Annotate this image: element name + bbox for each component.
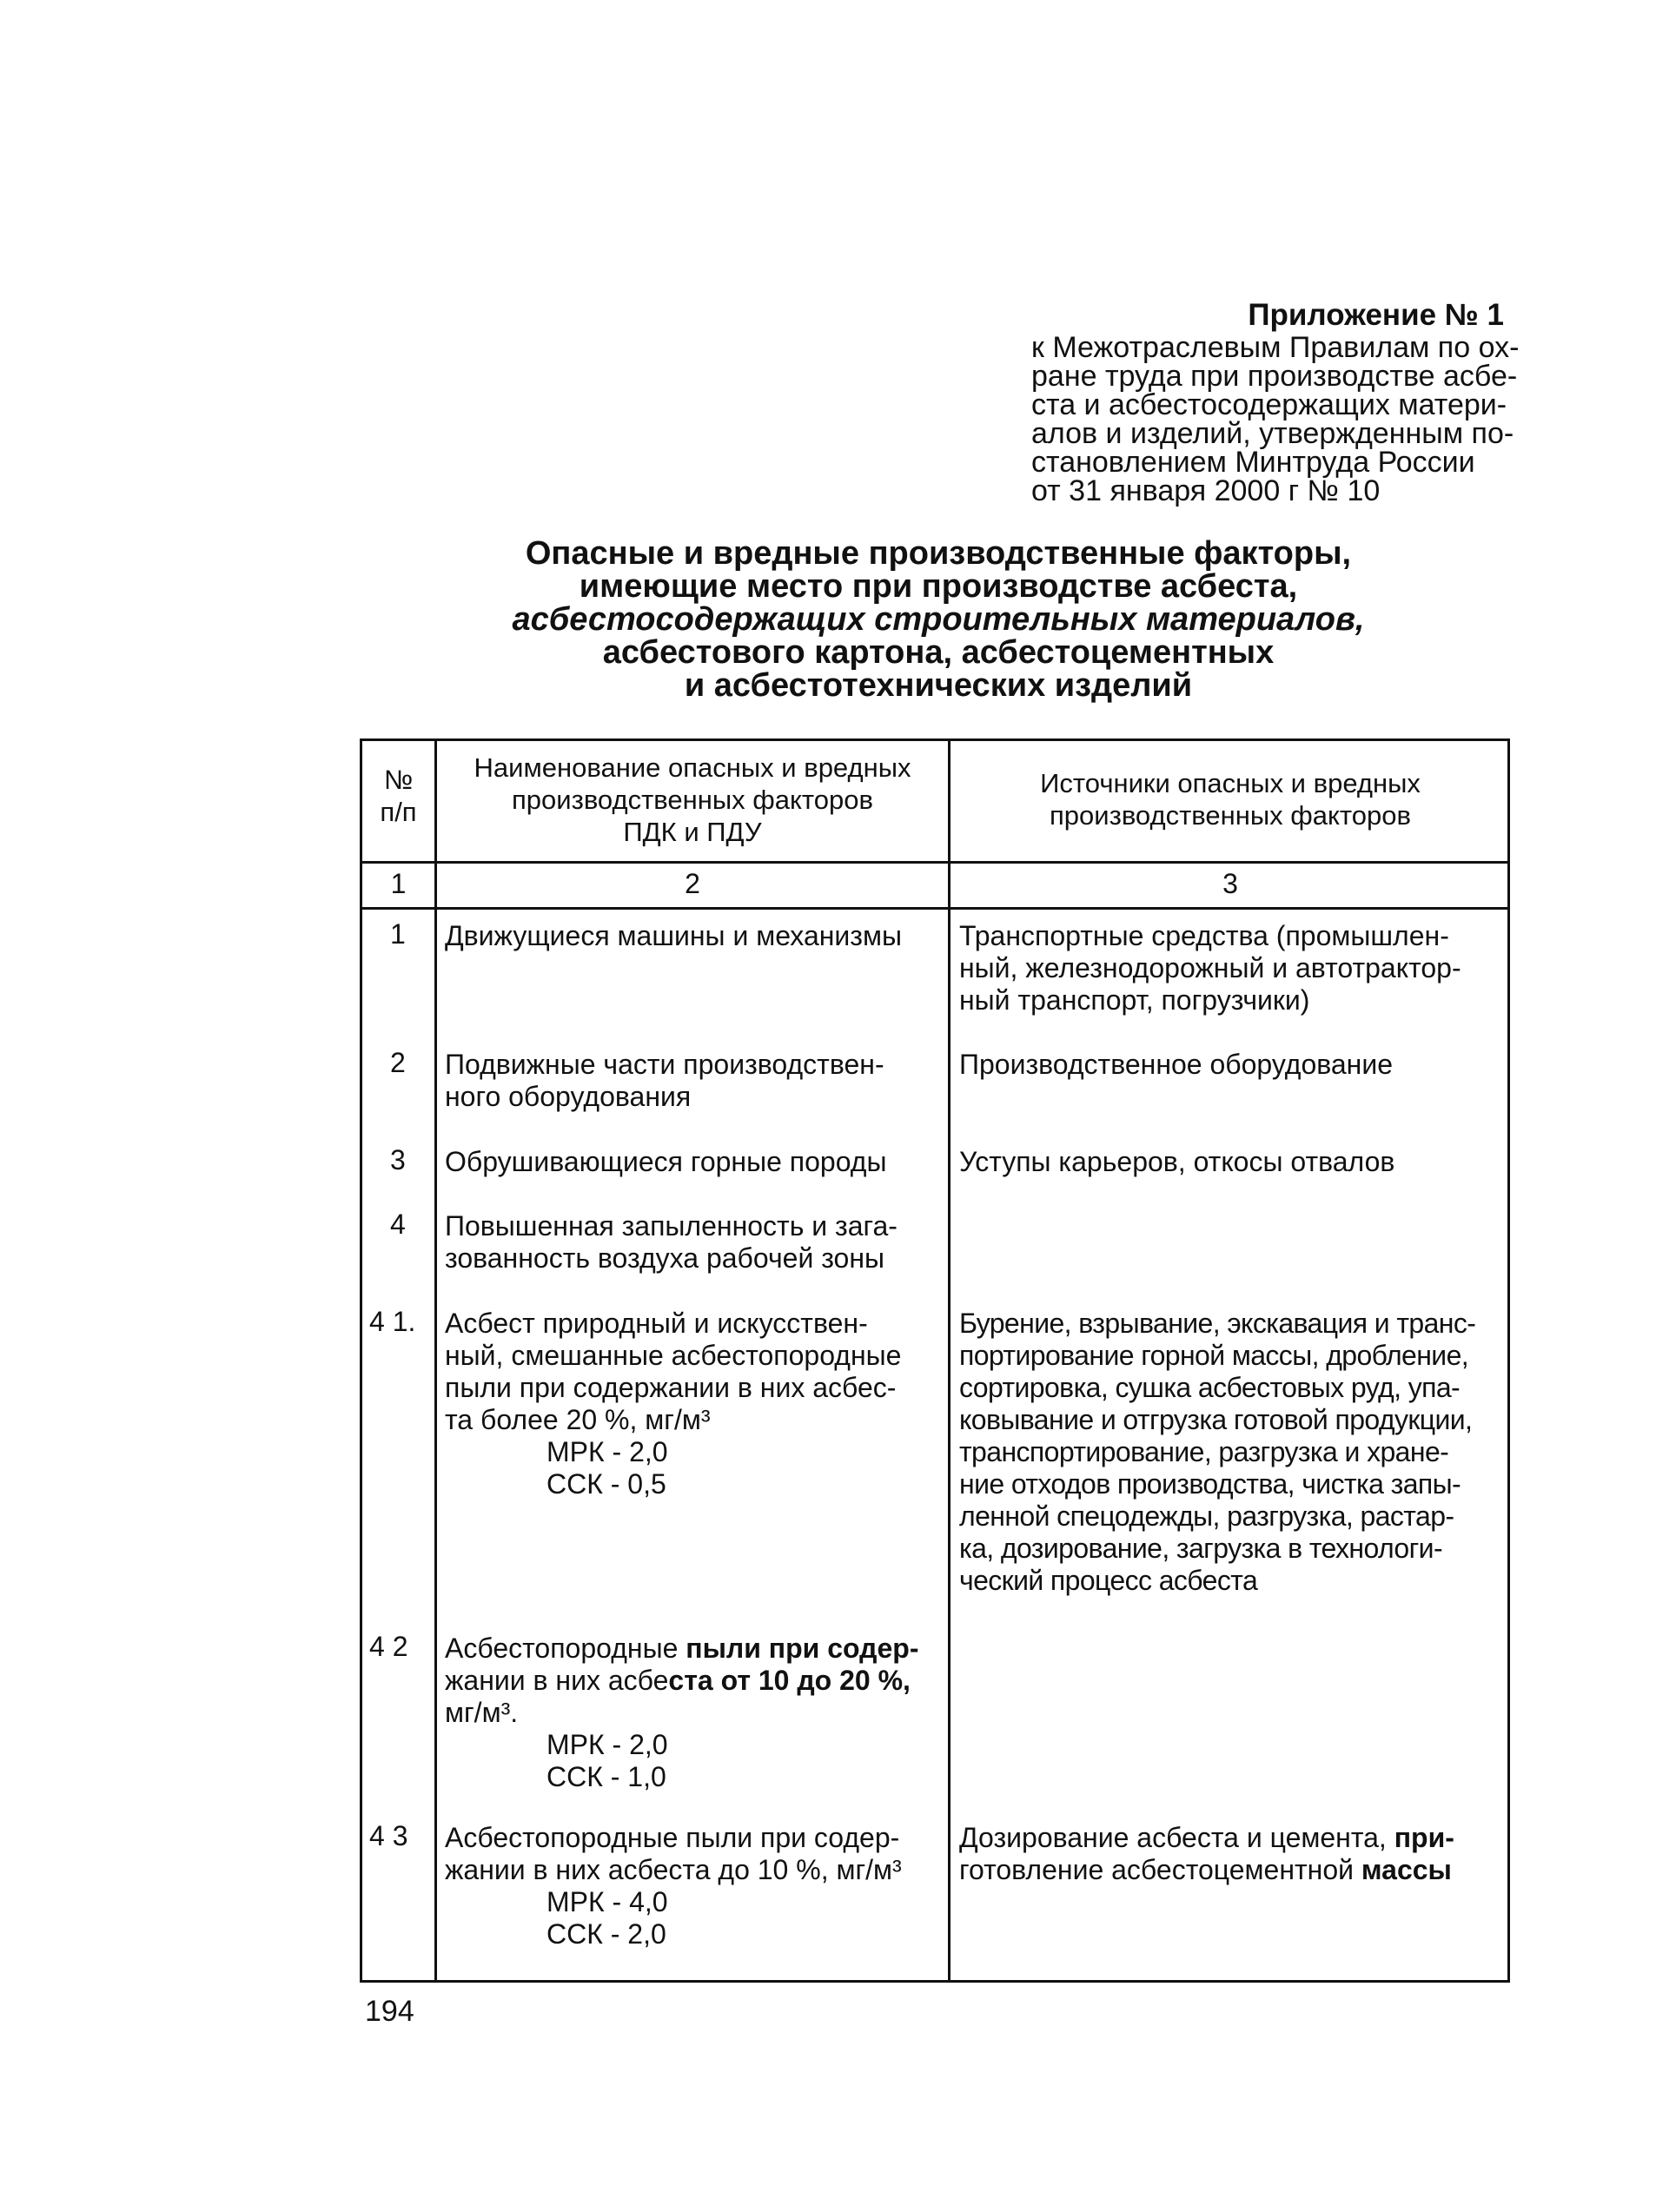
row-source: Производственное оборудование — [959, 1049, 1394, 1080]
row-limit-mrk: МРК - 2,0 — [546, 1436, 668, 1467]
column-number-divider — [362, 907, 1507, 910]
column-divider — [948, 741, 951, 1980]
appendix-line: ста и асбестосодержащих матери- — [1031, 388, 1507, 421]
row-limit-ssk: ССК - 2,0 — [546, 1918, 666, 1950]
column-divider — [434, 741, 437, 1980]
row-factor-part: Асбестопородные — [445, 1633, 686, 1664]
row-number: 3 — [390, 1144, 406, 1176]
row-source: Уступы карьеров, откосы отвалов — [959, 1146, 1395, 1177]
row-factor-part: пыли при содер- — [686, 1633, 919, 1664]
row-source — [959, 1822, 1507, 1886]
factors-table — [360, 738, 1510, 1983]
row-number: 2 — [390, 1047, 406, 1078]
appendix-line: от 31 января 2000 г № 10 — [1031, 474, 1381, 507]
header-source: Источники опасных и вредных производственных факторов — [1040, 768, 1421, 831]
row-limit-mrk: МРК - 4,0 — [546, 1886, 668, 1917]
header-factor: Наименование опасных и вредных производственных факторов ПДК и ПДУ — [474, 752, 911, 847]
row-source-part: готовление асбестоцементной — [959, 1854, 1361, 1885]
row-number: 4 1. — [369, 1306, 416, 1337]
page-number: 194 — [365, 1995, 414, 2028]
header-divider — [362, 861, 1507, 864]
row-source: Бурение, взрывание, экскавация и транс- портирование горной массы, дробление, сортировка, сушка асбестовых руд, упа- ковывание и отгрузка готовой продукции, транспортирование, разгрузка и хране- ние отходов производства, чистка запы- ленной спецодежды, разгрузка, растар- ка, дозирование, загрузка в технологи- ческий процесс асбеста — [959, 1308, 1476, 1596]
row-number: 4 3 — [369, 1820, 408, 1851]
row-factor-part: жании в них асбе — [445, 1665, 669, 1696]
document-title — [382, 537, 1494, 702]
row-factor-part: ста от 10 до 20 %, — [668, 1665, 911, 1696]
row-number: 1 — [390, 918, 406, 950]
appendix-line: становлением Минтруда России — [1031, 446, 1475, 479]
appendix-line: алов и изделий, утвержденным по- — [1031, 417, 1514, 450]
row-source-part: массы — [1361, 1854, 1452, 1885]
appendix-line: к Межотраслевым Правилам по ох- — [1031, 331, 1520, 364]
row-factor — [445, 1633, 944, 1729]
column-number: 1 — [390, 868, 407, 899]
row-source: Транспортные средства (промышлен- ный, железнодорожный и автотрактор- ный транспорт, погрузчики) — [959, 920, 1461, 1016]
row-factor: Асбест природный и искусствен- ный, смешанные асбестопородные пыли при содержании в них асбес- та более 20 %, мг/м³ — [445, 1308, 902, 1435]
title-line: асбестового картона, асбестоцементных — [602, 634, 1275, 671]
row-limit-ssk: ССК - 1,0 — [546, 1761, 666, 1792]
row-factor: Подвижные части производствен- ного оборудования — [445, 1049, 884, 1112]
appendix-line: ране труда при производстве асбе- — [1031, 360, 1518, 393]
header-number: № п/п — [380, 765, 417, 827]
row-number: 4 2 — [369, 1631, 408, 1662]
row-number: 4 — [390, 1209, 406, 1240]
row-source-part: Дозирование асбеста и цемента, — [959, 1822, 1394, 1853]
row-factor-part: мг/м³. — [445, 1697, 519, 1728]
title-line: имеющие место при производстве асбеста, — [579, 568, 1298, 605]
row-factor: Повышенная запыленность и зага- зованность воздуха рабочей зоны — [445, 1210, 898, 1274]
appendix-block — [1031, 297, 1518, 506]
column-number: 3 — [1222, 868, 1238, 899]
row-factor: Движущиеся машины и механизмы — [445, 920, 902, 951]
row-limit-ssk: ССК - 0,5 — [546, 1468, 666, 1500]
column-number: 2 — [685, 868, 700, 899]
row-limit-mrk: МРК - 2,0 — [546, 1729, 668, 1760]
row-factor: Асбестопородные пыли при содер- жании в них асбеста до 10 %, мг/м³ — [445, 1822, 902, 1885]
appendix-title: Приложение № 1 — [1248, 298, 1504, 332]
title-line: асбестосодержащих строительных материалов, — [512, 601, 1365, 638]
row-source-part: при- — [1394, 1822, 1454, 1853]
title-line: Опасные и вредные производственные факторы, — [525, 535, 1352, 572]
title-line: и асбестотехнических изделий — [684, 667, 1193, 704]
row-factor: Обрушивающиеся горные породы — [445, 1146, 887, 1177]
